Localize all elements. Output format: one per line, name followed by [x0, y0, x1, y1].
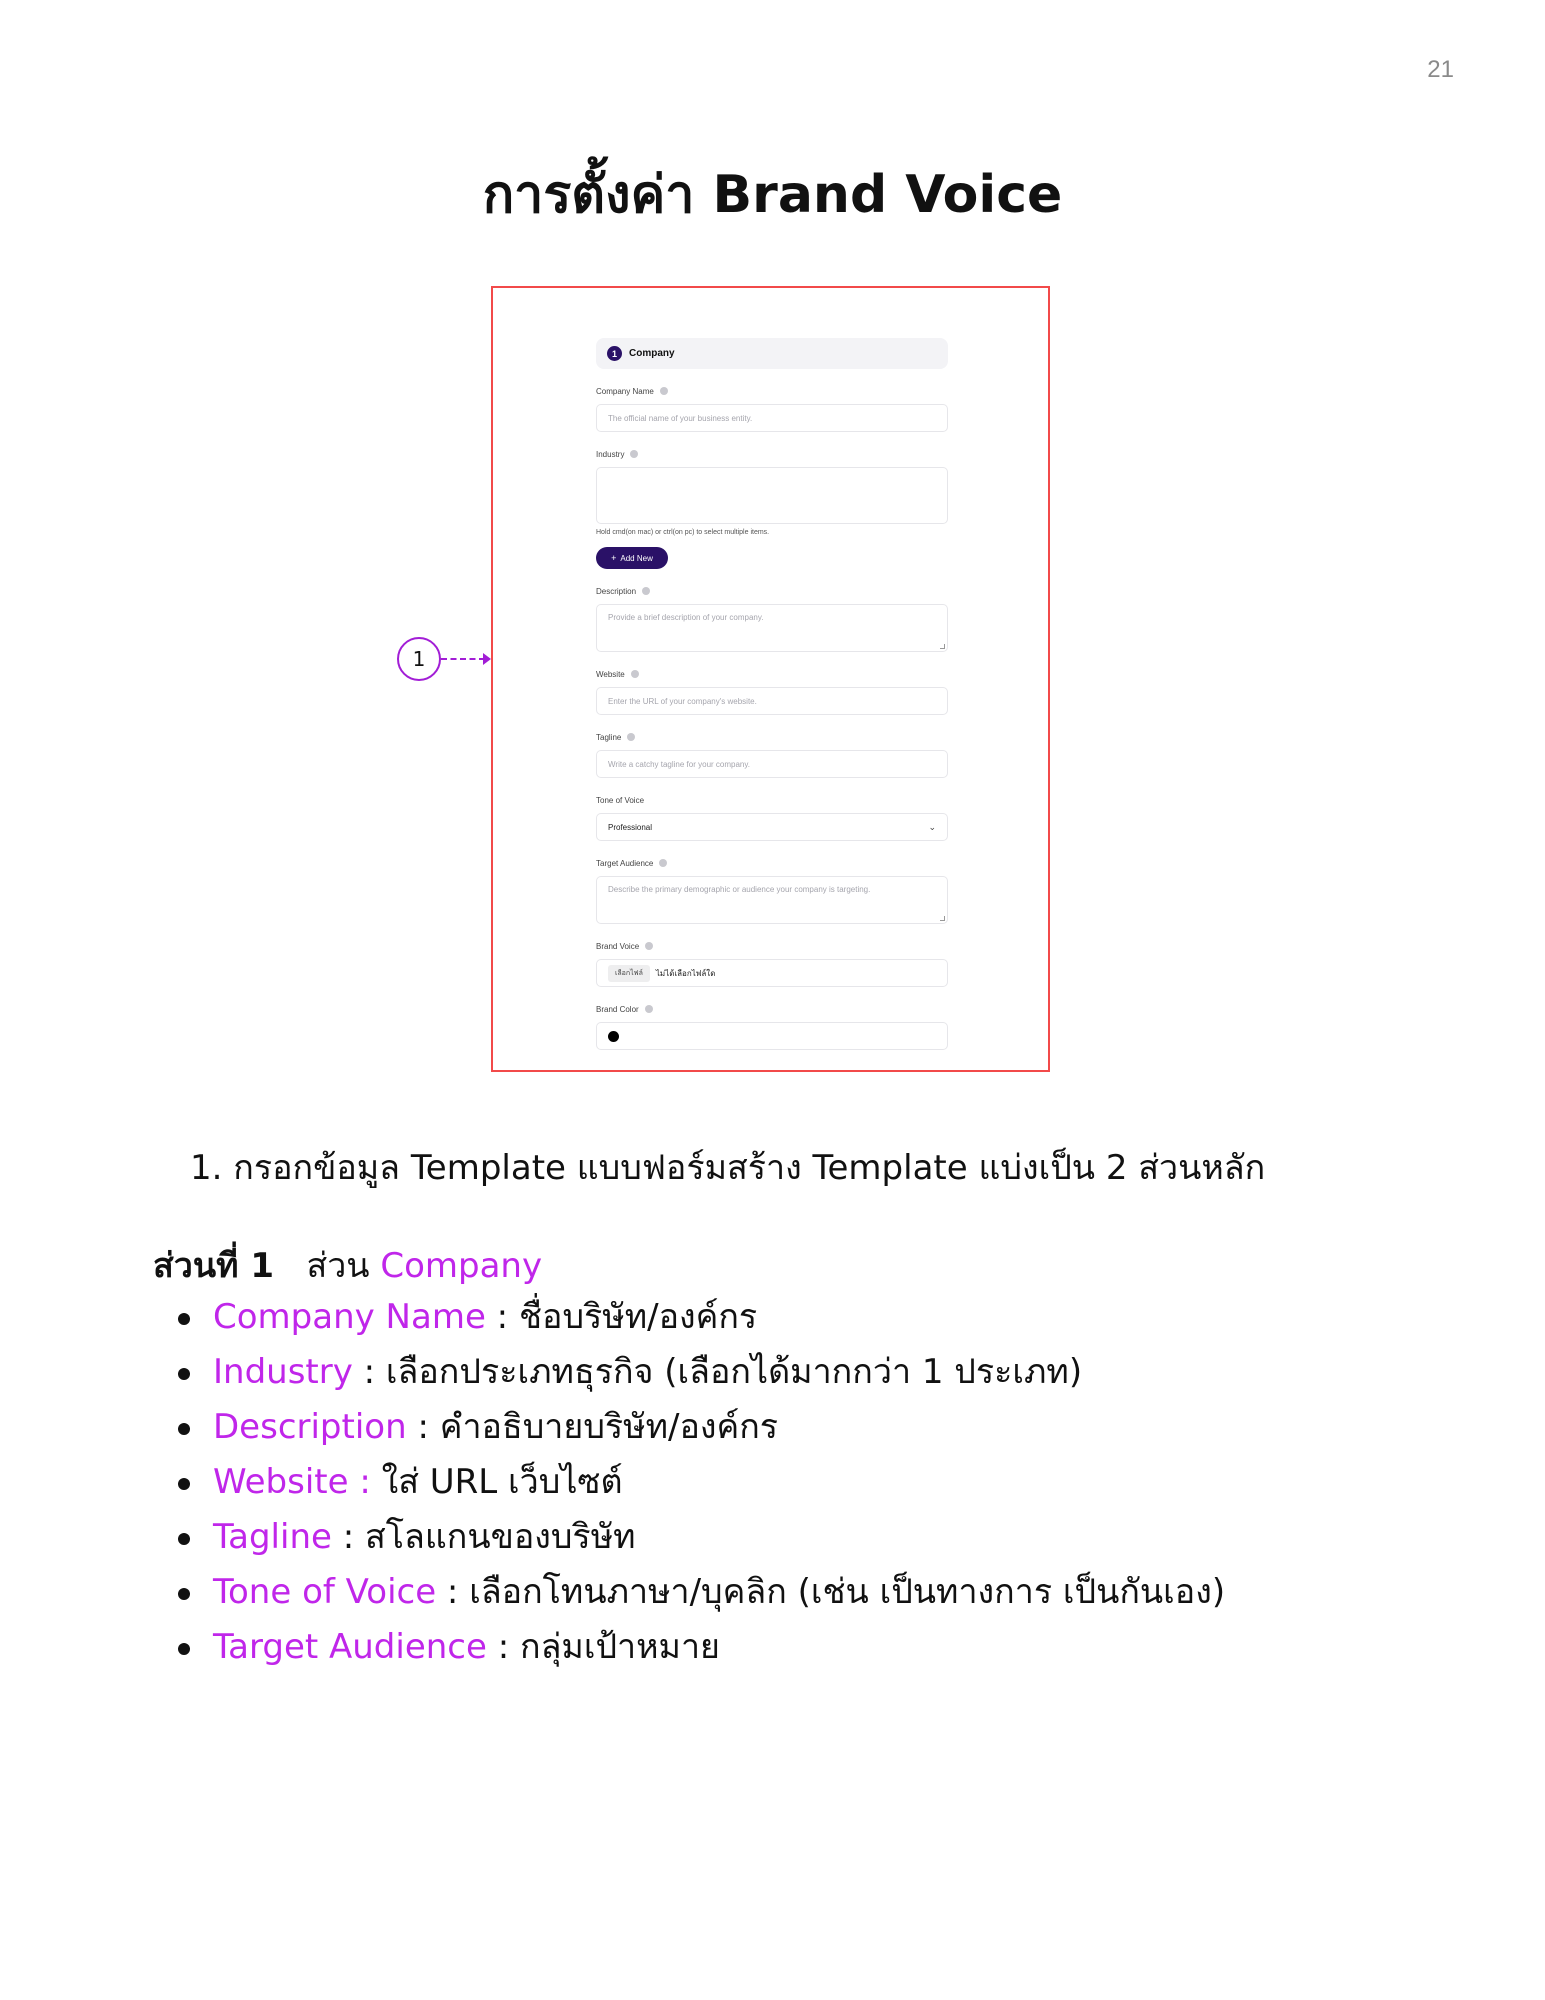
list-item — [173, 1345, 1225, 1400]
company-name-label — [596, 386, 948, 396]
brand-voice-file-input[interactable] — [596, 959, 948, 987]
step-instruction: 1. กรอกข้อมูล Template แบบฟอร์มสร้าง Template แบ่งเป็น 2 ส่วนหลัก — [190, 1148, 1266, 1188]
industry-hint: Hold cmd(on mac) or ctrl(on pc) to select multiple items. — [596, 529, 770, 536]
company-form — [596, 338, 948, 1050]
section-number-badge: 1 — [607, 346, 622, 361]
list-item — [173, 1510, 1225, 1565]
list-item-desc: ใส่ URL เว็บไซต์ — [370, 1462, 623, 1502]
callout-badge: 1 — [397, 637, 441, 681]
section-header[interactable] — [596, 338, 948, 369]
info-icon[interactable] — [642, 587, 650, 595]
list-item — [173, 1455, 1225, 1510]
company-name-label-text: Company Name — [596, 386, 654, 396]
list-item-term: Description — [213, 1407, 407, 1447]
target-audience-textarea[interactable] — [596, 876, 948, 924]
tone-of-voice-value: Professional — [608, 822, 653, 832]
plus-icon: + — [611, 553, 617, 563]
section-heading-text: ส่วน — [306, 1246, 370, 1286]
list-item-desc: : กลุ่มเป้าหมาย — [486, 1627, 720, 1667]
list-item-term: Tagline — [213, 1517, 332, 1557]
info-icon[interactable] — [659, 859, 667, 867]
brand-color-picker[interactable] — [596, 1022, 948, 1050]
brand-voice-label-text: Brand Voice — [596, 941, 640, 951]
list-item — [173, 1290, 1225, 1345]
info-icon[interactable] — [645, 1005, 653, 1013]
list-item-desc: : ชื่อบริษัท/องค์กร — [485, 1297, 758, 1337]
tone-of-voice-select[interactable] — [596, 813, 948, 841]
tone-of-voice-label — [596, 795, 948, 805]
list-item-term: Tone of Voice — [213, 1572, 437, 1612]
list-item-term: Target Audience — [213, 1627, 487, 1667]
info-icon[interactable] — [645, 942, 653, 950]
field-description-list — [173, 1290, 1225, 1675]
resize-handle-icon[interactable] — [940, 916, 945, 921]
list-item-desc: : เลือกโทนภาษา/บุคลิก (เช่น เป็นทางการ เป็นกันเอง) — [436, 1572, 1226, 1612]
target-audience-label — [596, 858, 948, 868]
description-label-text: Description — [596, 586, 637, 596]
website-label-text: Website — [596, 669, 625, 679]
industry-multiselect[interactable] — [596, 467, 948, 524]
list-item — [173, 1565, 1225, 1620]
industry-label-text: Industry — [596, 449, 625, 459]
description-placeholder: Provide a brief description of your company. — [608, 613, 764, 622]
list-item-term: Website : — [213, 1462, 371, 1502]
tone-of-voice-label-text: Tone of Voice — [596, 795, 645, 805]
brand-color-label-text: Brand Color — [596, 1004, 639, 1014]
screenshot-frame — [491, 286, 1050, 1072]
section-heading — [153, 1238, 542, 1292]
tagline-label — [596, 732, 948, 742]
list-item-desc: : สโลแกนของบริษัท — [331, 1517, 636, 1557]
list-item — [173, 1400, 1225, 1455]
section-heading-bold: ส่วนที่ 1 — [153, 1246, 274, 1286]
website-input[interactable] — [596, 687, 948, 715]
add-new-label: Add New — [620, 553, 653, 563]
website-label — [596, 669, 948, 679]
resize-handle-icon[interactable] — [940, 644, 945, 649]
list-item-term: Company Name — [213, 1297, 486, 1337]
target-audience-placeholder: Describe the primary demographic or audience your company is targeting. — [608, 885, 871, 894]
tagline-label-text: Tagline — [596, 732, 622, 742]
tagline-input[interactable] — [596, 750, 948, 778]
company-name-input[interactable] — [596, 404, 948, 432]
brand-voice-label — [596, 941, 948, 951]
description-textarea[interactable] — [596, 604, 948, 652]
company-name-placeholder: The official name of your business entity. — [608, 413, 753, 423]
info-icon[interactable] — [627, 733, 635, 741]
info-icon[interactable] — [630, 450, 638, 458]
section-title: Company — [629, 348, 675, 359]
brand-color-label — [596, 1004, 948, 1014]
page-title: การตั้งค่า Brand Voice — [482, 165, 1063, 225]
list-item-term: Industry — [213, 1352, 353, 1392]
list-item-desc: : เลือกประเภทธุรกิจ (เลือกได้มากกว่า 1 ประเภท) — [352, 1352, 1083, 1392]
add-new-button[interactable] — [596, 547, 668, 569]
info-icon[interactable] — [631, 670, 639, 678]
chevron-down-icon: ⌄ — [928, 821, 936, 832]
info-icon[interactable] — [660, 387, 668, 395]
callout-dashed-line — [441, 658, 485, 660]
page-number: 21 — [1427, 56, 1454, 83]
target-audience-label-text: Target Audience — [596, 858, 654, 868]
file-status: ไม่ได้เลือกไฟล์ใด — [655, 968, 716, 978]
section-heading-accent: Company — [380, 1246, 543, 1286]
color-swatch — [608, 1031, 619, 1042]
list-item-desc: : คำอธิบายบริษัท/องค์กร — [406, 1407, 779, 1447]
list-item — [173, 1620, 1225, 1675]
website-placeholder: Enter the URL of your company's website. — [608, 696, 757, 706]
tagline-placeholder: Write a catchy tagline for your company. — [608, 759, 750, 769]
description-label — [596, 586, 948, 596]
callout-arrow-icon — [483, 653, 491, 665]
choose-file-button[interactable]: เลือกไฟล์ — [608, 965, 650, 982]
industry-label — [596, 449, 948, 459]
